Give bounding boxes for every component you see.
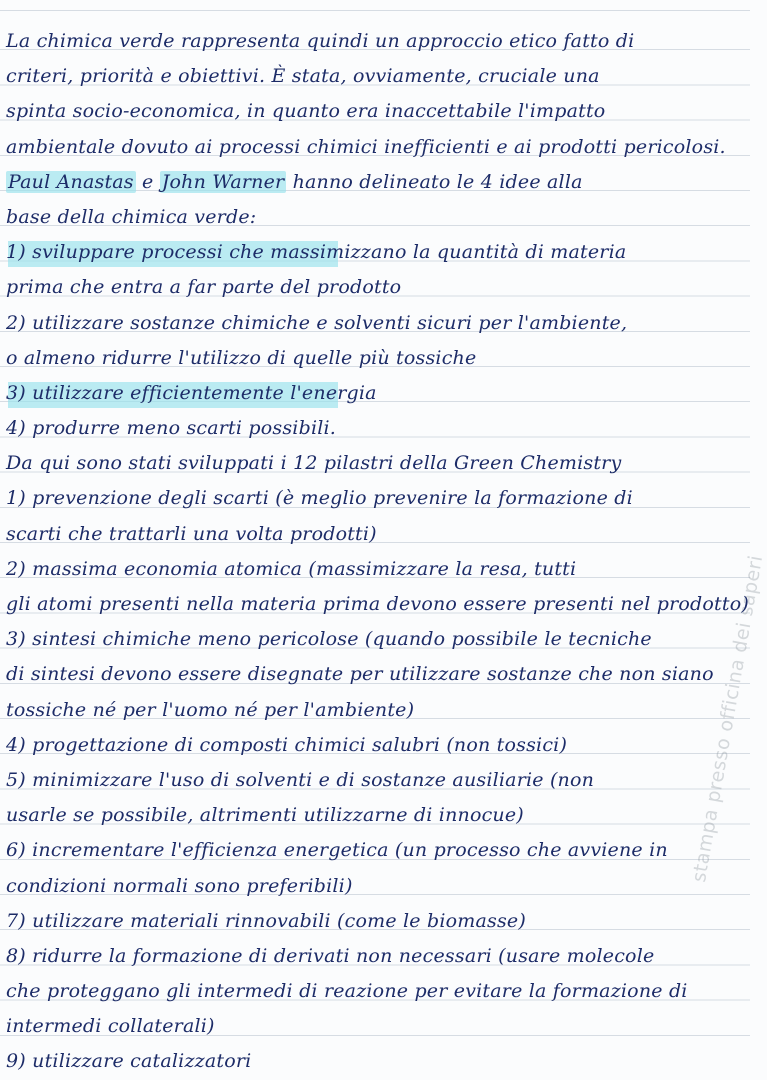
note-line-26: 7) utilizzare materiali rinnovabili (come le biomasse) — [6, 909, 526, 932]
highlighted-name-warner: John Warner — [161, 170, 285, 193]
note-line-29: intermedi collaterali) — [6, 1015, 215, 1038]
note-line-28: che proteggano gli intermedi di reazione per evitare la formazione di — [6, 980, 688, 1003]
note-line-27: 8) ridurre la formazione di derivati non necessari (usare molecole — [6, 944, 655, 967]
note-line-14: 1) prevenzione degli scarti (è meglio prevenire la formazione di — [6, 487, 633, 510]
note-line-2: criteri, priorità e obiettivi. È stata, ovviamente, cruciale una — [6, 65, 600, 88]
note-line-6: base della chimica verde: — [6, 205, 257, 228]
note-line-21: 4) progettazione di composti chimici salubri (non tossici) — [6, 733, 568, 756]
note-line-15: scarti che trattarli una volta prodotti) — [6, 522, 377, 545]
note-line-22: 5) minimizzare l'uso di solventi e di sostanze ausiliarie (non — [6, 768, 595, 791]
note-line-12: 4) produrre meno scarti possibili. — [6, 417, 337, 440]
note-line-16: 2) massima economia atomica (massimizzare la resa, tutti — [6, 557, 577, 580]
note-line-13: Da qui sono stati sviluppati i 12 pilastri della Green Chemistry — [6, 452, 622, 475]
note-line-18: 3) sintesi chimiche meno pericolose (quando possibile le tecniche — [6, 628, 652, 651]
note-line-3: spinta socio-economica, in quanto era inaccettabile l'impatto — [6, 100, 606, 123]
highlighted-name-anastas: Paul Anastas — [8, 170, 134, 193]
note-line-8: prima che entra a far parte del prodotto — [6, 276, 402, 299]
note-line-5: Paul Anastas e John Warner hanno delineato le 4 idee alla — [8, 170, 583, 193]
handwritten-notes — [6, 24, 750, 1080]
note-line-30: 9) utilizzare catalizzatori — [6, 1050, 252, 1073]
note-line-19: di sintesi devono essere disegnate per utilizzare sostanze che non siano — [6, 663, 714, 686]
note-line-25: condizioni normali sono preferibili) — [6, 874, 353, 897]
note-line-4: ambientale dovuto ai processi chimici inefficienti e ai prodotti pericolosi. — [6, 135, 726, 158]
note-line-10: o almeno ridurre l'utilizzo di quelle più tossiche — [6, 346, 477, 369]
note-line-11: 3) utilizzare efficientemente l'energia — [6, 376, 750, 411]
note-line-9: 2) utilizzare sostanze chimiche e solventi sicuri per l'ambiente, — [6, 311, 628, 334]
note-line-17: gli atomi presenti nella materia prima devono essere presenti nel prodotto) — [6, 593, 749, 615]
note-line-24: 6) incrementare l'efficienza energetica (un processo che avviene in — [6, 839, 668, 862]
note-line-7: 1) sviluppare processi che massimizzano la quantità di materia — [6, 235, 750, 270]
note-line-1: La chimica verde rappresenta quindi un approccio etico fatto di — [6, 30, 635, 52]
note-line-23: usarle se possibile, altrimenti utilizzarne di innocue) — [6, 804, 524, 827]
watermark-text: stampa presso officina dei saperi — [688, 553, 767, 884]
note-line-20: tossiche né per l'uomo né per l'ambiente) — [6, 698, 415, 721]
